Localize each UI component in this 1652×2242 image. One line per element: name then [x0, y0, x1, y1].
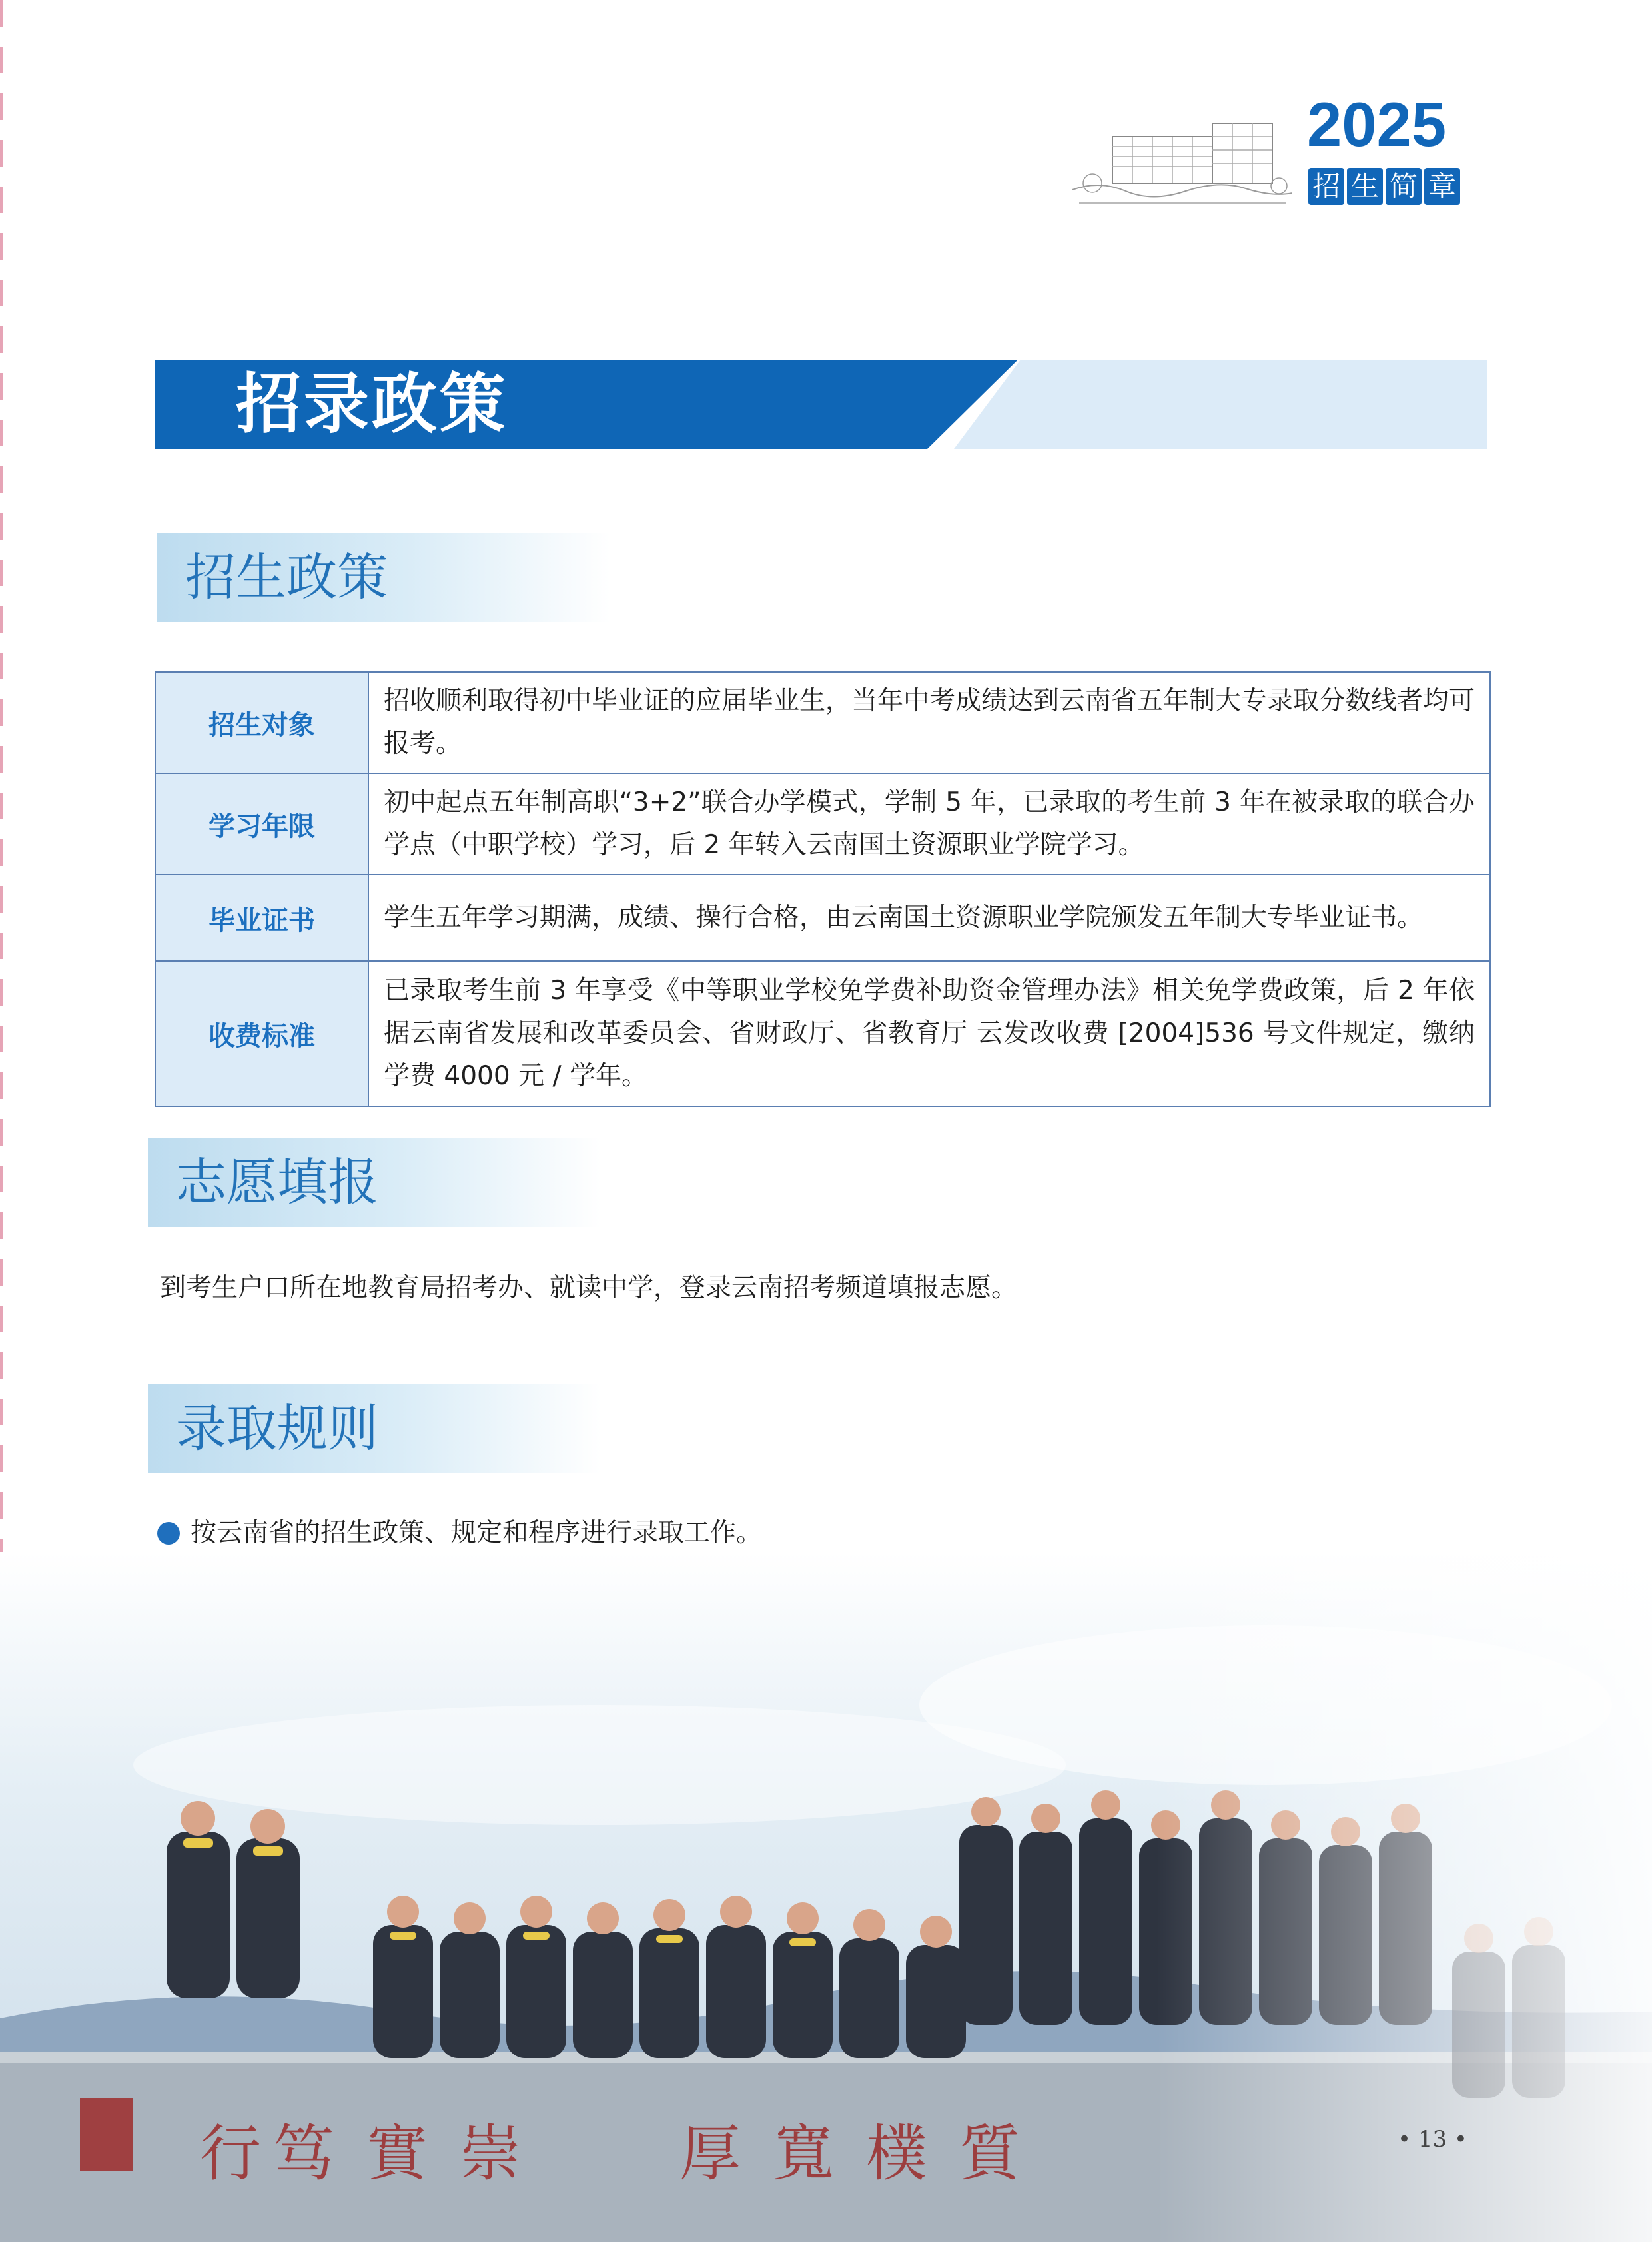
motto-char: 行 [200, 2118, 262, 2189]
row-value: 招收顺利取得初中毕业证的应届毕业生，当年中考成绩达到云南省五年制大专录取分数线者均可报考。 [368, 672, 1490, 773]
row-label: 毕业证书 [155, 875, 368, 961]
row-value: 已录取考生前 3 年享受《中等职业学校免学费补助资金管理办法》相关免学费政策，后 2 年依据云南省发展和改革委员会、省财政厅、省教育厅 云发改收费 [2004]536 号文件规定，缴纳学费 4000 元 / 学年。 [368, 961, 1490, 1106]
motto-char: 笃 [273, 2118, 335, 2189]
section-header-rules [148, 1384, 601, 1473]
brochure-char: 章 [1424, 168, 1460, 205]
brochure-char: 招 [1308, 168, 1344, 205]
section-title: 志愿填报 [176, 1152, 378, 1212]
brochure-year: 2025 [1307, 89, 1447, 159]
table-row [155, 875, 1490, 961]
list-item [157, 1512, 925, 1555]
brochure-label [1308, 168, 1460, 205]
section-header-policy [157, 533, 610, 622]
page-number: • 13 • [1398, 2126, 1467, 2153]
section-header-volunteer [148, 1138, 601, 1227]
brochure-char: 生 [1347, 168, 1383, 205]
row-label: 招生对象 [155, 672, 368, 773]
page-title: 招录政策 [236, 366, 508, 442]
list-item-text: 按云南省的招生政策、规定和程序进行录取工作。 [191, 1518, 763, 1548]
bullet-icon [157, 1522, 180, 1545]
policy-table [155, 671, 1491, 1107]
campus-building-sketch [1072, 117, 1292, 210]
section-title: 录取规则 [176, 1399, 378, 1458]
row-label: 学习年限 [155, 773, 368, 875]
table-row [155, 773, 1490, 875]
motto-char: 寬 [773, 2118, 835, 2189]
row-label: 收费标准 [155, 961, 368, 1106]
motto-char: 厚 [679, 2118, 741, 2189]
row-value: 学生五年学习期满，成绩、操行合格，由云南国土资源职业学院颁发五年制大专毕业证书。 [368, 875, 1490, 961]
motto-char: 實 [366, 2118, 428, 2189]
row-value: 初中起点五年制高职“3+2”联合办学模式，学制 5 年，已录取的考生前 3 年在被录取的联合办学点（中职学校）学习，后 2 年转入云南国土资源职业学院学习。 [368, 773, 1490, 875]
table-row [155, 961, 1490, 1106]
section-title: 招生政策 [185, 548, 388, 607]
motto-char: 樸 [866, 2118, 928, 2189]
motto-char: 質 [959, 2118, 1021, 2189]
brochure-char: 简 [1386, 168, 1422, 205]
motto-char: 崇 [460, 2118, 522, 2189]
volunteer-paragraph: 到考生户口所在地教育局招考办、就读中学，登录云南招考频道填报志愿。 [160, 1273, 1018, 1303]
table-row [155, 672, 1490, 773]
